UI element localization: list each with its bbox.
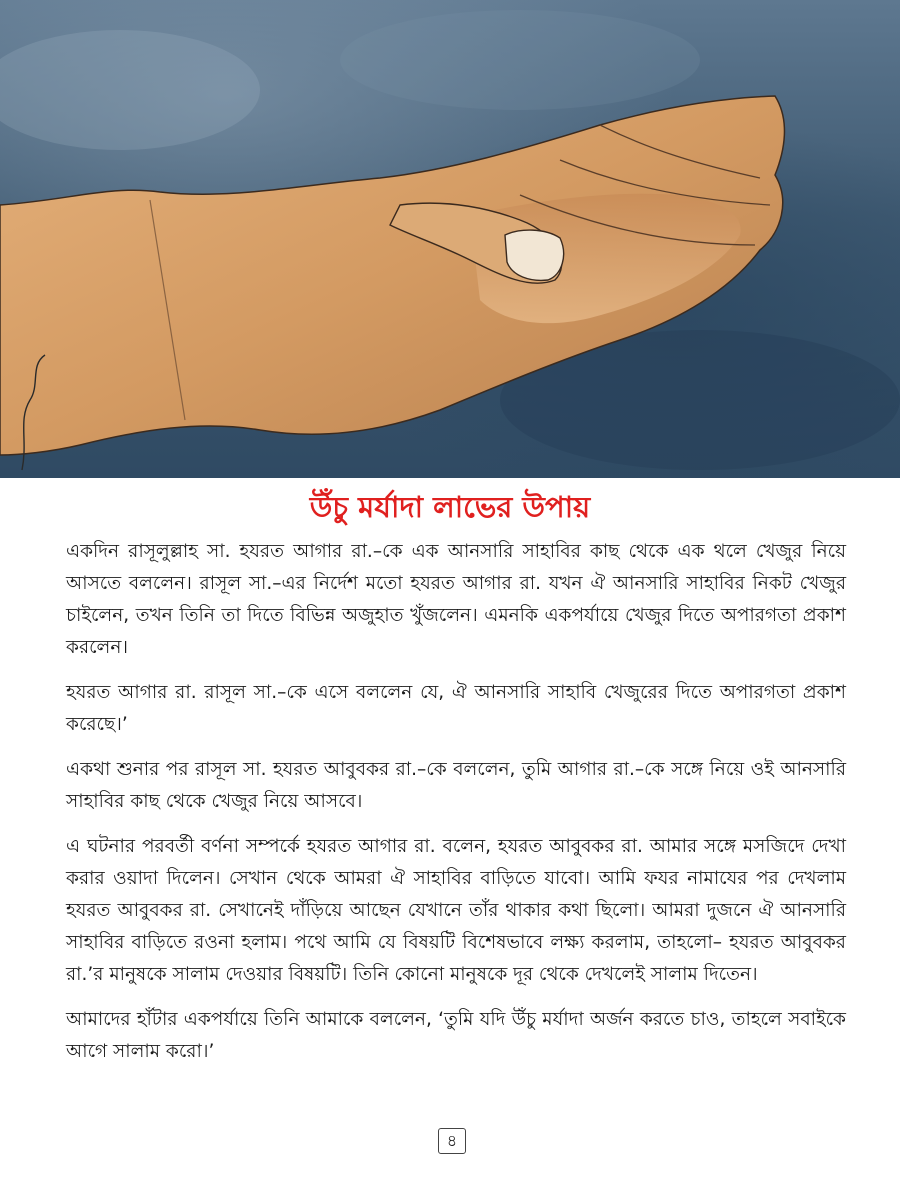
- paragraph-1: একদিন রাসূলুল্লাহ সা. হযরত আগার রা.–কে এক আনসারি সাহাবির কাছ থেকে এক থলে খেজুর নিয়ে আসতে বললেন। রাসূল সা.–এর নির্দেশ মতো হযরত আগার রা. যখন ঐ আনসারি সাহাবির নিকট খেজুর চাইলেন, তখন তিনি তা দিতে বিভিন্ন অজুহাত খুঁজলেন। এমনকি একপর্যায়ে খেজুর দিতে অপারগতা প্রকাশ করলেন।: [66, 541, 846, 658]
- paragraph-3: একথা শুনার পর রাসূল সা. হযরত আবুবকর রা.–কে বললেন, তুমি আগার রা.–কে সঙ্গে নিয়ে ওই আনসারি সাহাবির কাছ থেকে খেজুর নিয়ে আসবে।: [66, 759, 846, 812]
- page-number: ৪: [438, 1128, 466, 1154]
- body-text: [66, 536, 846, 1081]
- paragraph-5: আমাদের হাঁটার একপর্যায়ে তিনি আমাকে বললেন, ‘তুমি যদি উঁচু মর্যাদা অর্জন করতে চাও, তাহলে সবাইকে আগে সালাম করো।’: [66, 1009, 846, 1062]
- paragraph-4: এ ঘটনার পরবর্তী বর্ণনা সম্পর্কে হযরত আগার রা. বলেন, হযরত আবুবকর রা. আমার সঙ্গে মসজিদে দেখা করার ওয়াদা দিলেন। সেখান থেকে আমরা ঐ সাহাবির বাড়িতে যাবো। আমি ফযর নামাযের পর দেখলাম হযরত আবুবকর রা. সেখানেই দাঁড়িয়ে আছেন যেখানে তাঁর থাকার কথা ছিলো। আমরা দুজনে ঐ আনসারি সাহাবির বাড়িতে রওনা হলাম। পথে আমি যে বিষয়টি বিশেষভাবে লক্ষ্য করলাম, তাহলো– হযরত আবুবকর রা.’র মানুষকে সালাম দেওয়ার বিষয়টি। তিনি কোনো মানুষকে দূর থেকে দেখলেই সালাম দিতেন।: [66, 836, 846, 985]
- cupped-hand-illustration: [0, 0, 900, 478]
- page-title: উঁচু মর্যাদা লাভের উপায়: [309, 490, 591, 524]
- paragraph-2: হযরত আগার রা. রাসূল সা.–কে এসে বললেন যে, ঐ আনসারি সাহাবি খেজুরের দিতে অপারগতা প্রকাশ করেছে।’: [66, 682, 846, 735]
